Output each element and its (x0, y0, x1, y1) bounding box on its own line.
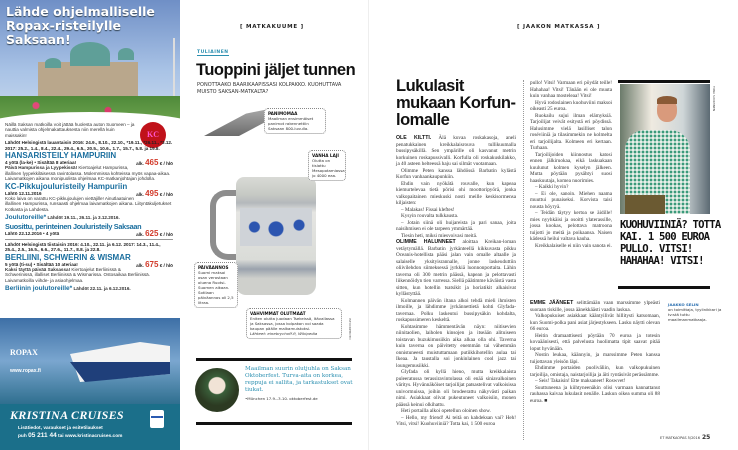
paragraph (530, 365, 660, 378)
ad-departures-1: Lähdöt Helsingistä lauantaisin 2016: 24.9., 8.10., 22.10., *19.11., *26.11., *3.12. 2017: 25.2., 1.4., 8.4., 22.4., 29.4., 6.5., 20.5., 10.6., 1.7., 15.7., 5.8. ja 19.8. (5, 140, 173, 151)
author-hair (657, 96, 677, 104)
cathedral-dome (118, 48, 134, 60)
kristina-cruises-logo: KRISTINA CRUISES (10, 408, 124, 422)
paragraph (530, 243, 612, 250)
stein-decoration (240, 208, 312, 246)
paragraph-text: Tarjoilijoiden kiinnostus katosi ennen jälkiruokaa, eikä laskuakaan kuulunut kolmen kyselyn jälkeen. Mutta pöytään pysähtyi suosi haaskuutaja, komea nuorimies. (530, 151, 612, 184)
kicker: TULIAINEN (197, 50, 229, 55)
paragraph-text: Kysyin rouvalta tulkkausta. (401, 213, 459, 219)
paragraph (396, 181, 516, 207)
callout-vanha-laji: VANHA LAJI Olutta on tislattu Mesopotamiassa jo 4000 eaa. (308, 150, 346, 181)
paragraph (530, 385, 660, 405)
paragraph (530, 210, 612, 243)
section-label: [ MATKAKUUME ] (240, 24, 304, 30)
section-label-right: [ JAAKON MATKASSA ] (517, 24, 601, 30)
pull-quote: KUOHUVIINIÄ? TOTTA KAI. 1 500 EUROA PULLO. VITSI! HAHAHAA! VITSI! (620, 219, 721, 267)
ad-berliini-joulutorit: Berliinin joulutoreille* Lähdöt 22.11. ja 6.12.2016. (5, 285, 131, 293)
paragraph-text: Kohtasimme hämmentävän näyn: niitisevien niinitaolien, laiholen kinsojen ja itseään alituiseen toistavan buzukimusiikin aika alkaa olla ohi. Taverna kuin taverna on päivitetty enemmän tai vähemmän onnistuneesti muistuttamaan putiikkihotellin aulaa tai Ikeaa. Ja taustalla soi jonkinlainen cool jazz tai loungemusiikki. (396, 323, 516, 369)
rule (196, 358, 352, 361)
paragraph-text: Heti portailla alkoi opetellun oloinen show. (401, 408, 491, 414)
paragraph (396, 220, 516, 233)
price: alk. 465 € / hlö (136, 158, 173, 168)
paragraph-text: – Teidän täytyy kertoa se äidille! mies nyyhkäisi ja osoitti ylaterassille, jossa kookas, pelottava matroona tuijotti jo meitä ja poikaansa. Naisen kädessä heilui valtava kauha. (530, 210, 612, 242)
paragraph (530, 313, 660, 333)
paragraph-text: Älä kuvaa roskakasoja, aneli penatukkainen kreikkalaisrouva tullikuumalla bussipysäkillä. Sen ympärille oli kasvanut metrin korkuinen roskapussivalli. Korfulla oli roskakuskilakko, ja 40 asteen helteessä haju sai silmät vuotamaan. (396, 135, 516, 167)
paragraph (396, 298, 516, 324)
body-column-2 (530, 80, 612, 249)
cathedral-dome (45, 58, 61, 68)
callout-paivaannos: PÄIVÄANNOS Suomi maksoi osan verostaan oluena Ruotsi-Suomen aikaan. Sotilaan päiväannos oli 2,5 litraa. (194, 262, 238, 308)
kc-seal-logo: KC (140, 122, 166, 148)
ad-heading-pikkujoulu: KC-Pikkujouluristeily Hampuriin (5, 181, 128, 191)
paragraph-text: Valkopukuiset asiakkaat kääntyilivät hillitysti katsomaan, kun Suomi-polka pani asiat järjestykseen. Lasku näytti olevan 66 euroa. (530, 313, 660, 332)
callout-vahvimmat: VAHVIMMAT OLUTMAAT Eniten olutta juodaan Tsekeissä, Itävallassa ja Saksassa, jossa kolpakon voi saada kaupan päälle malkamuistoksi. Lähteet: einebrychoff.fi, Wikipedia (246, 308, 342, 339)
paragraph (396, 135, 516, 168)
rule (618, 80, 710, 83)
ad-hansa-sub: alk. 465 € / hlö 4 yötä (la-ke) • Sisältää 8 ateriaa! (5, 158, 173, 168)
paragraph-text: – Hello, my friend! Ai teitä on kahdeksan vai? Heh! Vitsi, vitsi! Kuohuviiniä? Totta kai, 1 500 euroa (396, 414, 516, 427)
paragraph-text: aloittaa Kreikan-loman vetäytymällä. Barbatin jyrkänteellä kikkuvasta pikku Oceanis-hotellista pääsi jalan vain omalle altaalle ja salaiselle yksityisrannalle, jonne laskeuduttiin oliivilehdon siimeksessä jyrkkiä luonnonportaita. Lähin taverna oli 300 metrin päässä, kapean ja pelottavasti liikennöidyn tien varressa. Siellä päätimme käväistä vasta sitten, kun hotellin tsatsikit ja horiatikit alkaisivat kyllästyttää. (396, 239, 516, 297)
body-column-3 (530, 300, 660, 404)
paragraph (530, 333, 660, 353)
paragraph-text: – Kaikki hyvin? (535, 184, 569, 190)
paragraph-text: Hyvä rodoslainen kuohuviini maksoi oikeasti 25 euroa. (530, 99, 612, 112)
paragraph-text: Ehdin vain nyökätä rouvalle, kun kapeaa kiemurtelevaa tietä pörisi ohi moottoripyörä, jonka valkopaitainen mieskuski nosti meille keskisormensa kiljaisten: (396, 180, 516, 206)
paragraph-text: Tiesin heti, miksi miesvoivasi meitä. (401, 232, 478, 239)
rule (196, 422, 352, 425)
ad-hansa-desc: Päivä Hampurissa ja Lyypekissä! Kiertoajelut Hampurissa, illallinen lyypekkiläisessä ravintolassa. Molemmissa kohteissa myös vapaa-aikaa. Laivamatkojen aikana monipuolista ohjelmaa KC-matkanjohtajan johdolla. (5, 165, 171, 182)
paragraph-text: Suuttuneena ja kiihtyneenäkin olisi varmaan kannattanut rauhassa kaivaa lukulasit nenälle. Laskun oikea summa oli 88 euroa. ■ (530, 384, 660, 404)
callout-panimomaa: PANIMOMAA Maailman ensimmäiset panimot rakennettiin Saksaan 800-luvulla. (264, 108, 326, 134)
ad-heading-jouluristeily: Suosittu, perinteinen Jouluristeily Saksaan (5, 222, 142, 232)
oktoberfest-source: •München 17.9.–3.10. oktoberfest.de (245, 396, 318, 401)
paragraph (530, 80, 612, 100)
author-pants (625, 195, 665, 214)
paragraph-text: Kolmannen päivän iltana alkoi tehdä mieli ihmisten ilmoille, ja lähdimme jyrkännettietä kohti Glyfada-tavernaa. Polku laskeutui bussipysäkin kohdalta, roskapussimeren keskeltä. (396, 297, 516, 323)
author-bio: JAAKKO SELIN on toimittaja, tyylinikkari ja tv:stä tuttu maailmanmatkaaja. (668, 302, 722, 322)
paragraph (396, 415, 516, 428)
paragraph (396, 239, 516, 298)
paragraph-text: Ehdimme portaiden puoliväliin, kun valkopukuinen tarjoilija, omistaja, naistarjoilija ja äiti ryntäsivät perässämme. (530, 365, 660, 378)
paragraph (530, 152, 612, 185)
ad-pikkujoulu-desc: Koko laiva on varattu KC-pikkujoulujen viettäjille! Ainutlaatuinen illallinen Hampurissa, runsaasti ohjelmaa laivamatkojen aikana. Liityntäkuljetukset Kotkasta ja Lahdesta. (5, 196, 172, 212)
rule (618, 286, 710, 289)
ropax-url[interactable]: www.ropax.fi (10, 368, 41, 374)
ad-berliini-sub: alk. 675 € / hlö 5 yötä (ti-su) • Sisältää 10 ateriaa! (5, 259, 173, 269)
oktoberfest-box (245, 366, 360, 401)
ad-text (5, 122, 173, 293)
paragraph (530, 100, 612, 113)
paragraph-text: – Malakas! Fissai kleftes! (401, 206, 455, 213)
ad-heading-berliini: BERLIINI, SCHWERIN & WISMAR (5, 252, 131, 262)
ropax-logo: ROPAX (10, 348, 38, 357)
photo-credit: ISTOCKPHOTO (348, 318, 352, 340)
ad-jouluristeily-sub: alk. 625 € / hlö Lähtö 22.12.2016 • 4 yötä (5, 229, 173, 239)
ad-title: Lähde ohjelmalliselle Ropax-risteilylle Saksaan! (6, 4, 155, 47)
divider (5, 239, 173, 240)
article-lead: PONOTTAAKO BAARIKAAPISSASI KOLPAKKO. KUOHUTTAVA MUISTO SAKSAN-MATKALTA? (197, 82, 342, 95)
paragraph (530, 300, 660, 313)
column-separator (523, 80, 524, 440)
article-title: Tuoppini jäljet tunnen (196, 61, 356, 79)
oktoberfest-photo (195, 368, 239, 412)
paragraph (396, 324, 516, 370)
ad-intro: Näillä Saksan matkoilla voit jättää huolesta auton Suomeen – ja nauttia valmista ohjelmakattauksesta niin merellä kuin maissakin! (5, 122, 135, 138)
paragraph-text: – Ei ole, sanoin. Miehen naama muuttui punaiseksi. Korvista taisi nousta höyryä. (530, 190, 612, 210)
paragraph-text: Kreikkalaiselle ei niin vain sanota ei. (535, 242, 612, 249)
ad-heading-hansa: HANSARISTEILY HAMPURIIN (5, 151, 117, 161)
paragraph-text: – Seis! Takaisin! Ette maksaneet! Roswvet! (535, 378, 626, 384)
paragraph-text: Ruokailu sujui ilman elämyksiä. Tarjoilijat veivät esitystä eri pöydissä. Halusimme vielä lasilliset talon roséviiniä ja tilasimmekin ne kolmelta eri tarjoilijalta. Kolmeen eri kertaan. Turhaan. (530, 112, 612, 151)
paragraph (396, 369, 516, 408)
page-gutter (368, 0, 369, 450)
paragraph (396, 168, 516, 181)
paragraph-text: Glyfada oli kyllä hieno, mutta kreikkalaista puleeratussa terassiravintolassa oli enää siniavalkoinen väritys. Hyvännäköiset tarjoilijat patsastelivat valkoisissa univormuissa, joihin oli brodeerattu näkyvästi paikan nimi. Asiakkaat olivat pukeutuneet valkoisiin, monen päässä keinui olkihattu. (396, 369, 516, 408)
oktoberfest-text: Maailman suurin olutjuhla on Saksan Oktoberfest. Turva-aita on korkea, reppuja ei sallita, ja tarkastukset ovat tiukat. (245, 366, 353, 393)
key-flag-icon (150, 410, 164, 428)
paragraph-text: Nostin leukaa, käännyin, ja marssimme Peten kanssa tuijottavan yleisön läpi. (530, 352, 660, 365)
article-column-1 (396, 78, 516, 428)
paragraph-text: pullo! Vitsi! Varmaan eri pöydät teille! Hahahaa! Vitsi! Tänään ei ole muuta kuin vanhaa mosteleaa! Vitsi! (530, 80, 612, 99)
ad-pikkujoulu-sub: alk. 495 € / hlö Lähtö 12.11.2016 (5, 188, 173, 198)
kristina-cruises-ad (0, 0, 180, 450)
paragraph (530, 191, 612, 211)
paragraph (530, 113, 612, 152)
paragraph-text: Olimme Peten kanssa lähdössä Barbatin kylästä Korfun vanhaankaupunkiin. (396, 167, 516, 180)
photo-credit: TIINA SUOMINEN (712, 86, 716, 112)
kc-contact: Lisätiedot, varaukset ja esitetilaukset puh 05 211 44 tai www.kristinacruises.com (18, 426, 123, 439)
paragraph-text: selittämään vaan marssimme ylpeästi suoraan tiskille, jossa äänekkäästi vaadin laskua. (530, 300, 661, 313)
run-in-lead: OLE KILTTI. (396, 135, 432, 141)
paragraph-text: – Jotain siinä oli huijareista ja pari sanaa, joita naisihmisen ei ole tarpeen ymmärtää. (396, 219, 516, 232)
column-title: Lukulasit mukaan Korfun-lomalle (396, 77, 516, 129)
run-in-lead: EMME JÄÄNEET (530, 300, 574, 306)
body-column-1 (396, 135, 516, 428)
paragraph-text: Heitin dramaattisesti pöytään 70 euroa ja totesin kovaäänisesti, että palvelusta huolimatta tipit saavat pitää loput hyvänään. (530, 332, 660, 352)
paragraph (530, 352, 660, 365)
run-in-lead: OLIMME HALUNNEET (396, 239, 456, 245)
ad-berliini-desc: Kaksi täyttä päivää Saksassa! Kiertoajelut Berliinissä & Schwerinissä, illalliset Berliinissä & Wismarissa. Ostosaikaa Berliinissä. Laivamatkoilla viihde- ja asiaohjelmaa. (5, 266, 151, 283)
page-footer: ET MATKAOPAS 5/2016 25 (660, 434, 711, 441)
ad-departures-2: Lähdöt Helsingistä tiistaisin 2016: 4.10., 22.11. ja 6.12. 2017: 14.3., 11.4., 25.4., 2.5., 16.5., 6.6., 27.6., 11.7., 8.8. ja 22.8. (5, 241, 161, 253)
ad-joulutorit: Joulutoreille* Lähdöt 19.11., 26.11. ja 3.12.2016. (5, 214, 120, 222)
